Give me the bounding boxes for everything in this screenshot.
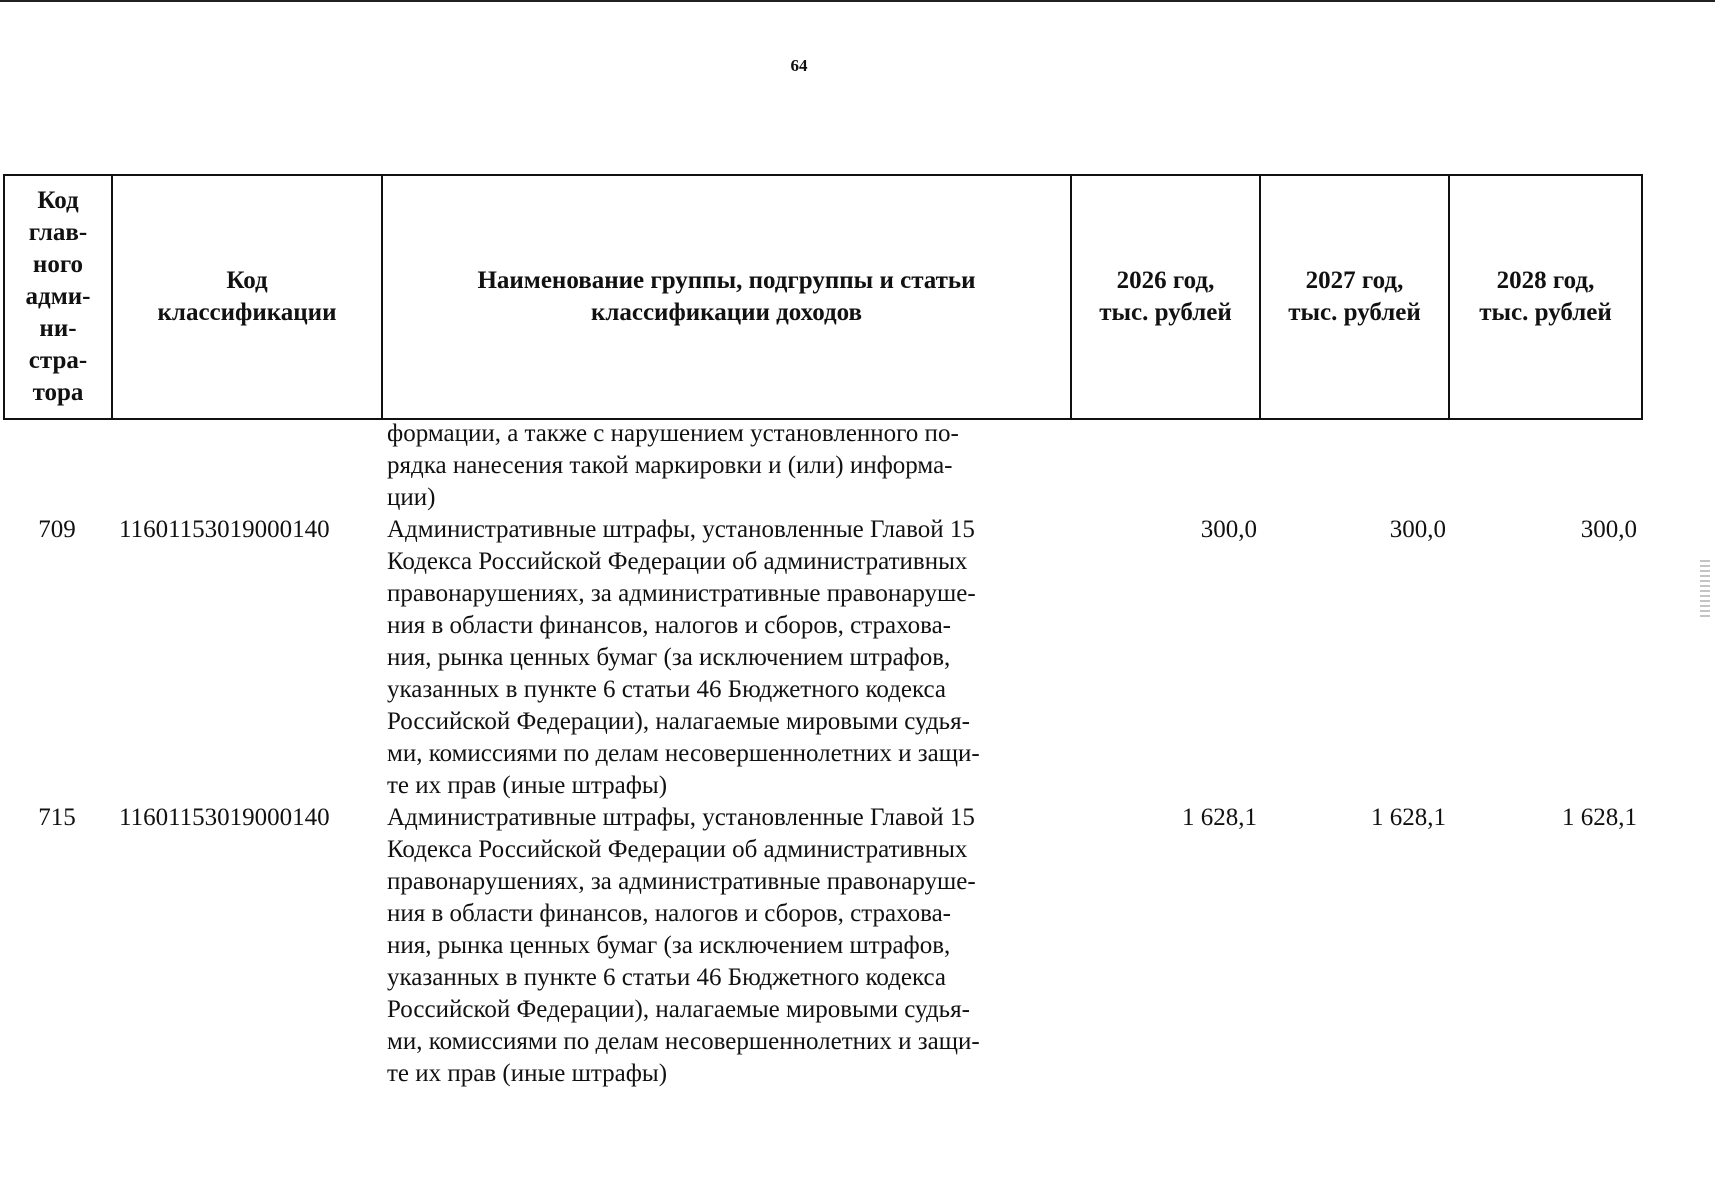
value-2028-cell: 1 628,1	[1562, 804, 1637, 831]
value-2026-cell: 300,0	[1200, 516, 1257, 543]
name-cell: Административные штрафы, установленные Главой 15 Кодекса Российской Федерации об административных правонарушениях, за административные правонаруше- ния в области финансов, налогов и сборов, страхова- ния, рынка ценных бумаг (за исключением штрафов, указанных в пункте 6 статьи 46 Бюджетного кодекса Российской Федерации), налагаемые мировыми судья- ми, комиссиями по делам несовершеннолетних и защи- те их прав (иные штрафы)	[387, 516, 980, 799]
value-2027-cell: 300,0	[1389, 516, 1446, 543]
page-number: 64	[790, 56, 808, 75]
header-name: Наименование группы, подгруппы и статьи классификации доходов	[383, 176, 1072, 418]
value-2028-cell: 300,0	[1580, 516, 1637, 543]
table-row	[3, 802, 1639, 1090]
class-code-cell: 11601153019000140	[119, 804, 330, 831]
table-row-continuation	[3, 418, 1639, 514]
admin-code-cell: 709	[38, 516, 76, 543]
admin-code-cell: 715	[38, 804, 76, 831]
header-2026: 2026 год, тыс. рублей	[1072, 176, 1261, 418]
table-body	[3, 418, 1639, 1090]
header-admin-code: Код глав- ного адми- ни- стра- тора	[5, 176, 113, 418]
header-2027: 2027 год, тыс. рублей	[1261, 176, 1450, 418]
value-2026-cell: 1 628,1	[1182, 804, 1257, 831]
table-row	[3, 514, 1639, 802]
class-code-cell: 11601153019000140	[119, 516, 330, 543]
header-2028: 2028 год, тыс. рублей	[1479, 267, 1612, 326]
scan-artifact	[1700, 560, 1710, 620]
top-border-line	[0, 0, 1715, 2]
header-class-code: Код классификации	[113, 176, 383, 418]
name-cell: Административные штрафы, установленные Главой 15 Кодекса Российской Федерации об административных правонарушениях, за административные правонаруше- ния в области финансов, налогов и сборов, страхова- ния, рынка ценных бумаг (за исключением штрафов, указанных в пункте 6 статьи 46 Бюджетного кодекса Российской Федерации), налагаемые мировыми судья- ми, комиссиями по делам несовершеннолетних и защи- те их прав (иные штрафы)	[387, 804, 980, 1087]
value-2027-cell: 1 628,1	[1371, 804, 1446, 831]
continuation-name: формации, а также с нарушением установленного по- рядка нанесения такой маркировки и (или) информа- ции)	[387, 420, 959, 511]
table-header	[3, 174, 1643, 420]
